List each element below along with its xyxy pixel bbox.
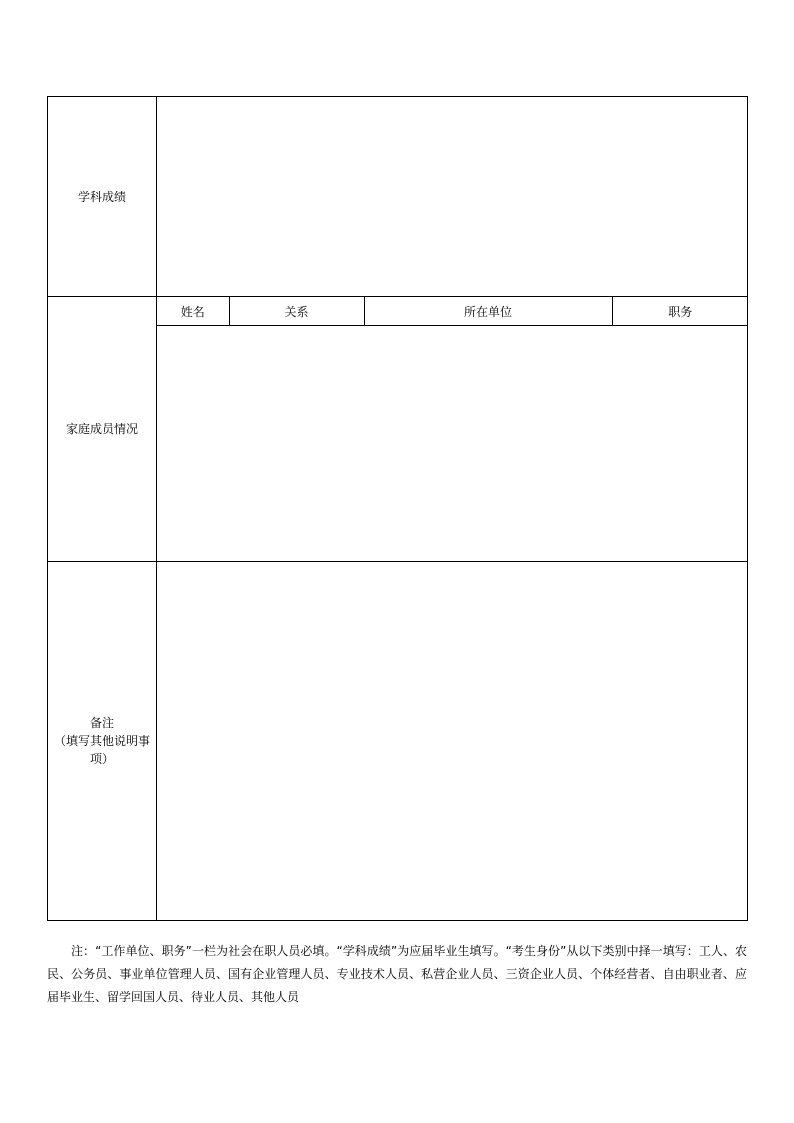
family-members-table	[157, 297, 748, 561]
family-col-name: 姓名	[157, 297, 229, 326]
remarks-label-line1: 备注	[89, 716, 114, 730]
subject-scores-label	[48, 97, 157, 297]
remarks-label-line2: （填写其他说明事	[53, 734, 150, 748]
remarks-label	[48, 562, 157, 921]
subject-scores-row	[48, 97, 748, 297]
family-col-position: 职务	[612, 297, 748, 326]
family-members-row	[48, 297, 748, 562]
family-entry-area	[157, 326, 748, 562]
family-col-relation: 关系	[229, 297, 364, 326]
registration-form-table	[47, 96, 748, 921]
footnote: 注：“工作单位、职务”一栏为社会在职人员必填。“学科成绩”为应届毕业生填写。“考生身份”从以下类别中择一填写：工人、农民、公务员、事业单位管理人员、国有企业管理人员、专业技术人员、私营企业人员、三资企业人员、个体经营者、自由职业者、应届毕业生、留学回国人员、待业人员、其他人员	[47, 944, 747, 1004]
family-members-label-text: 家庭成员情况	[65, 422, 138, 436]
family-members-content	[157, 297, 748, 562]
remarks-content[interactable]	[157, 562, 748, 921]
family-members-label	[48, 297, 157, 562]
remarks-label-line3: 项）	[89, 752, 114, 766]
family-entry-cell[interactable]	[157, 326, 748, 562]
subject-scores-label-text: 学科成绩	[77, 189, 126, 204]
remarks-row	[48, 562, 748, 921]
subject-scores-content[interactable]	[157, 97, 748, 297]
family-header-row	[157, 297, 748, 326]
family-col-employer: 所在单位	[364, 297, 612, 326]
